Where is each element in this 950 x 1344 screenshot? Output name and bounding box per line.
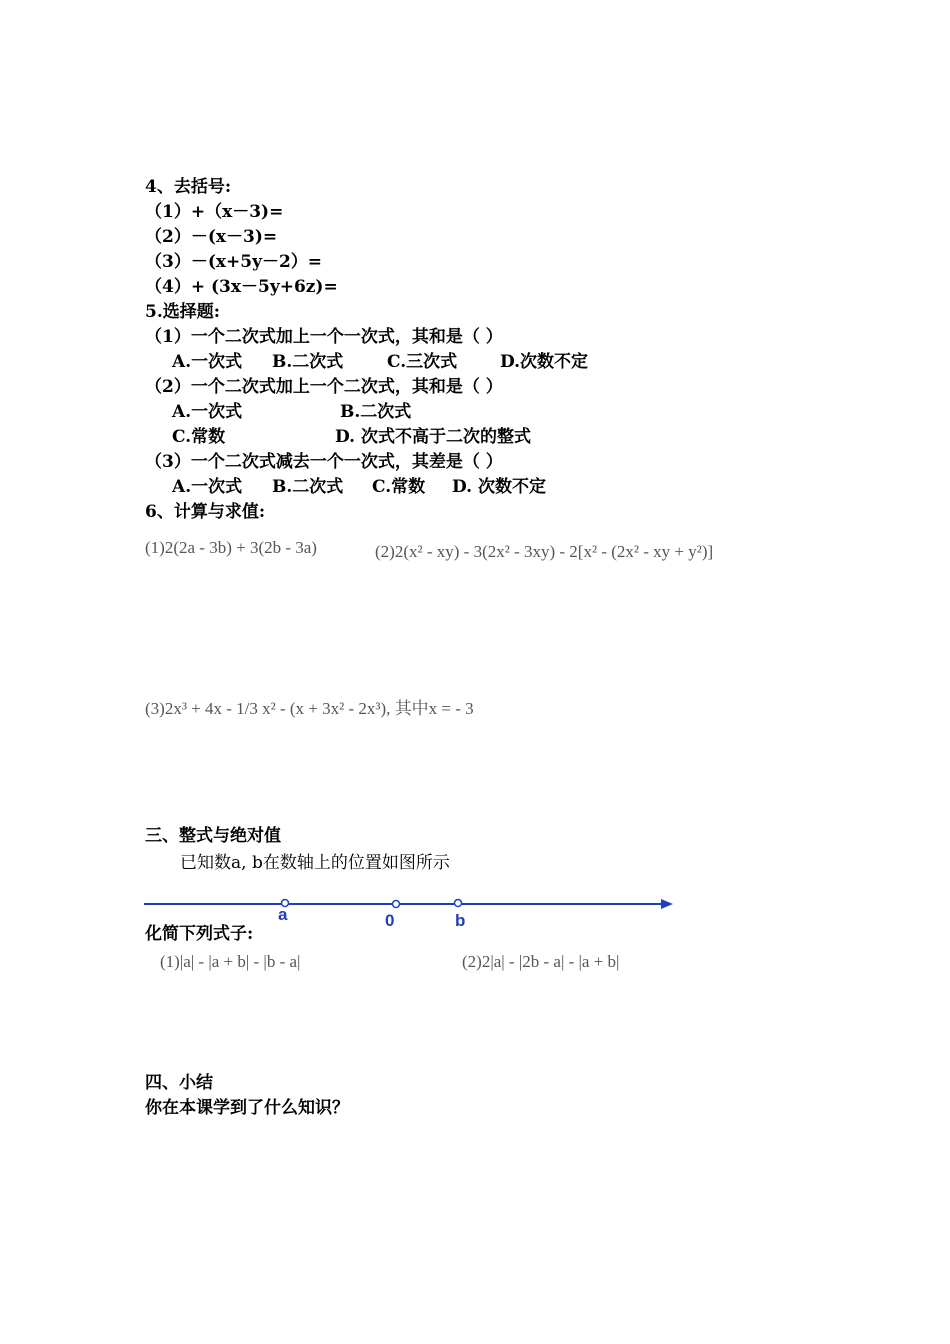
question-stem: （3）一个二次式减去一个一次式，其差是（ ） [145,452,503,472]
option-d: D. 次式不高于二次的整式 [335,427,531,447]
summary-heading: 四、小结 [145,1073,213,1093]
problem-abs-2: (2)2|a| - |2b - a| - |a + b| [462,952,620,971]
section5-heading: 5.选择题: [145,302,221,322]
summary-question: 你在本课学到了什么知识？ [145,1098,349,1118]
label-a: a [278,905,288,924]
option-b: B.二次式 [272,477,344,497]
problem-6-2: (2)2(x² - xy) - 3(2x² - 3xy) - 2[x² - (2x² - xy + y²)] [375,542,714,561]
label-0: 0 [385,911,395,930]
list-item: （2）－(x－3)= [145,227,278,247]
problem-6-1: (1)2(2a - 3b) + 3(2b - 3a) [145,538,317,557]
simplify-heading: 化简下列式子: [145,924,254,944]
option-d: D. 次数不定 [452,477,546,497]
question-stem: （1）一个二次式加上一个一次式，其和是（ ） [145,327,503,347]
option-d: D.次数不定 [500,352,589,372]
section6-heading: 6、计算与求值: [145,502,266,522]
option-b: B.二次式 [272,352,344,372]
list-item: （4）+ (3x－5y+6z)= [145,277,338,297]
option-c: C.三次式 [387,352,458,372]
axis-arrow-icon [661,899,673,909]
problem-abs-1: (1)|a| - |a + b| - |b - a| [160,952,301,971]
list-item: （3）－(x+5y－2）= [145,252,323,272]
point-0 [393,901,400,908]
option-a: A.一次式 [172,352,243,372]
section3-intro: 已知数a, b在数轴上的位置如图所示 [180,853,450,873]
option-c: C.常数 [172,427,226,447]
option-c: C.常数 [372,477,426,497]
problem-6-3: (3)2x³ + 4x - 1/3 x² - (x + 3x² - 2x³), 其中x = - 3 [145,699,474,718]
list-item: （1）+（x－3)= [145,202,284,222]
point-b [455,900,462,907]
option-b: B.二次式 [340,402,412,422]
question-stem: （2）一个二次式加上一个二次式，其和是（ ） [145,377,503,397]
label-b: b [455,911,466,930]
option-a: A.一次式 [172,402,243,422]
option-a: A.一次式 [172,477,243,497]
section4-heading: 4、去括号: [145,177,232,197]
section3-heading: 三、整式与绝对值 [145,826,281,846]
